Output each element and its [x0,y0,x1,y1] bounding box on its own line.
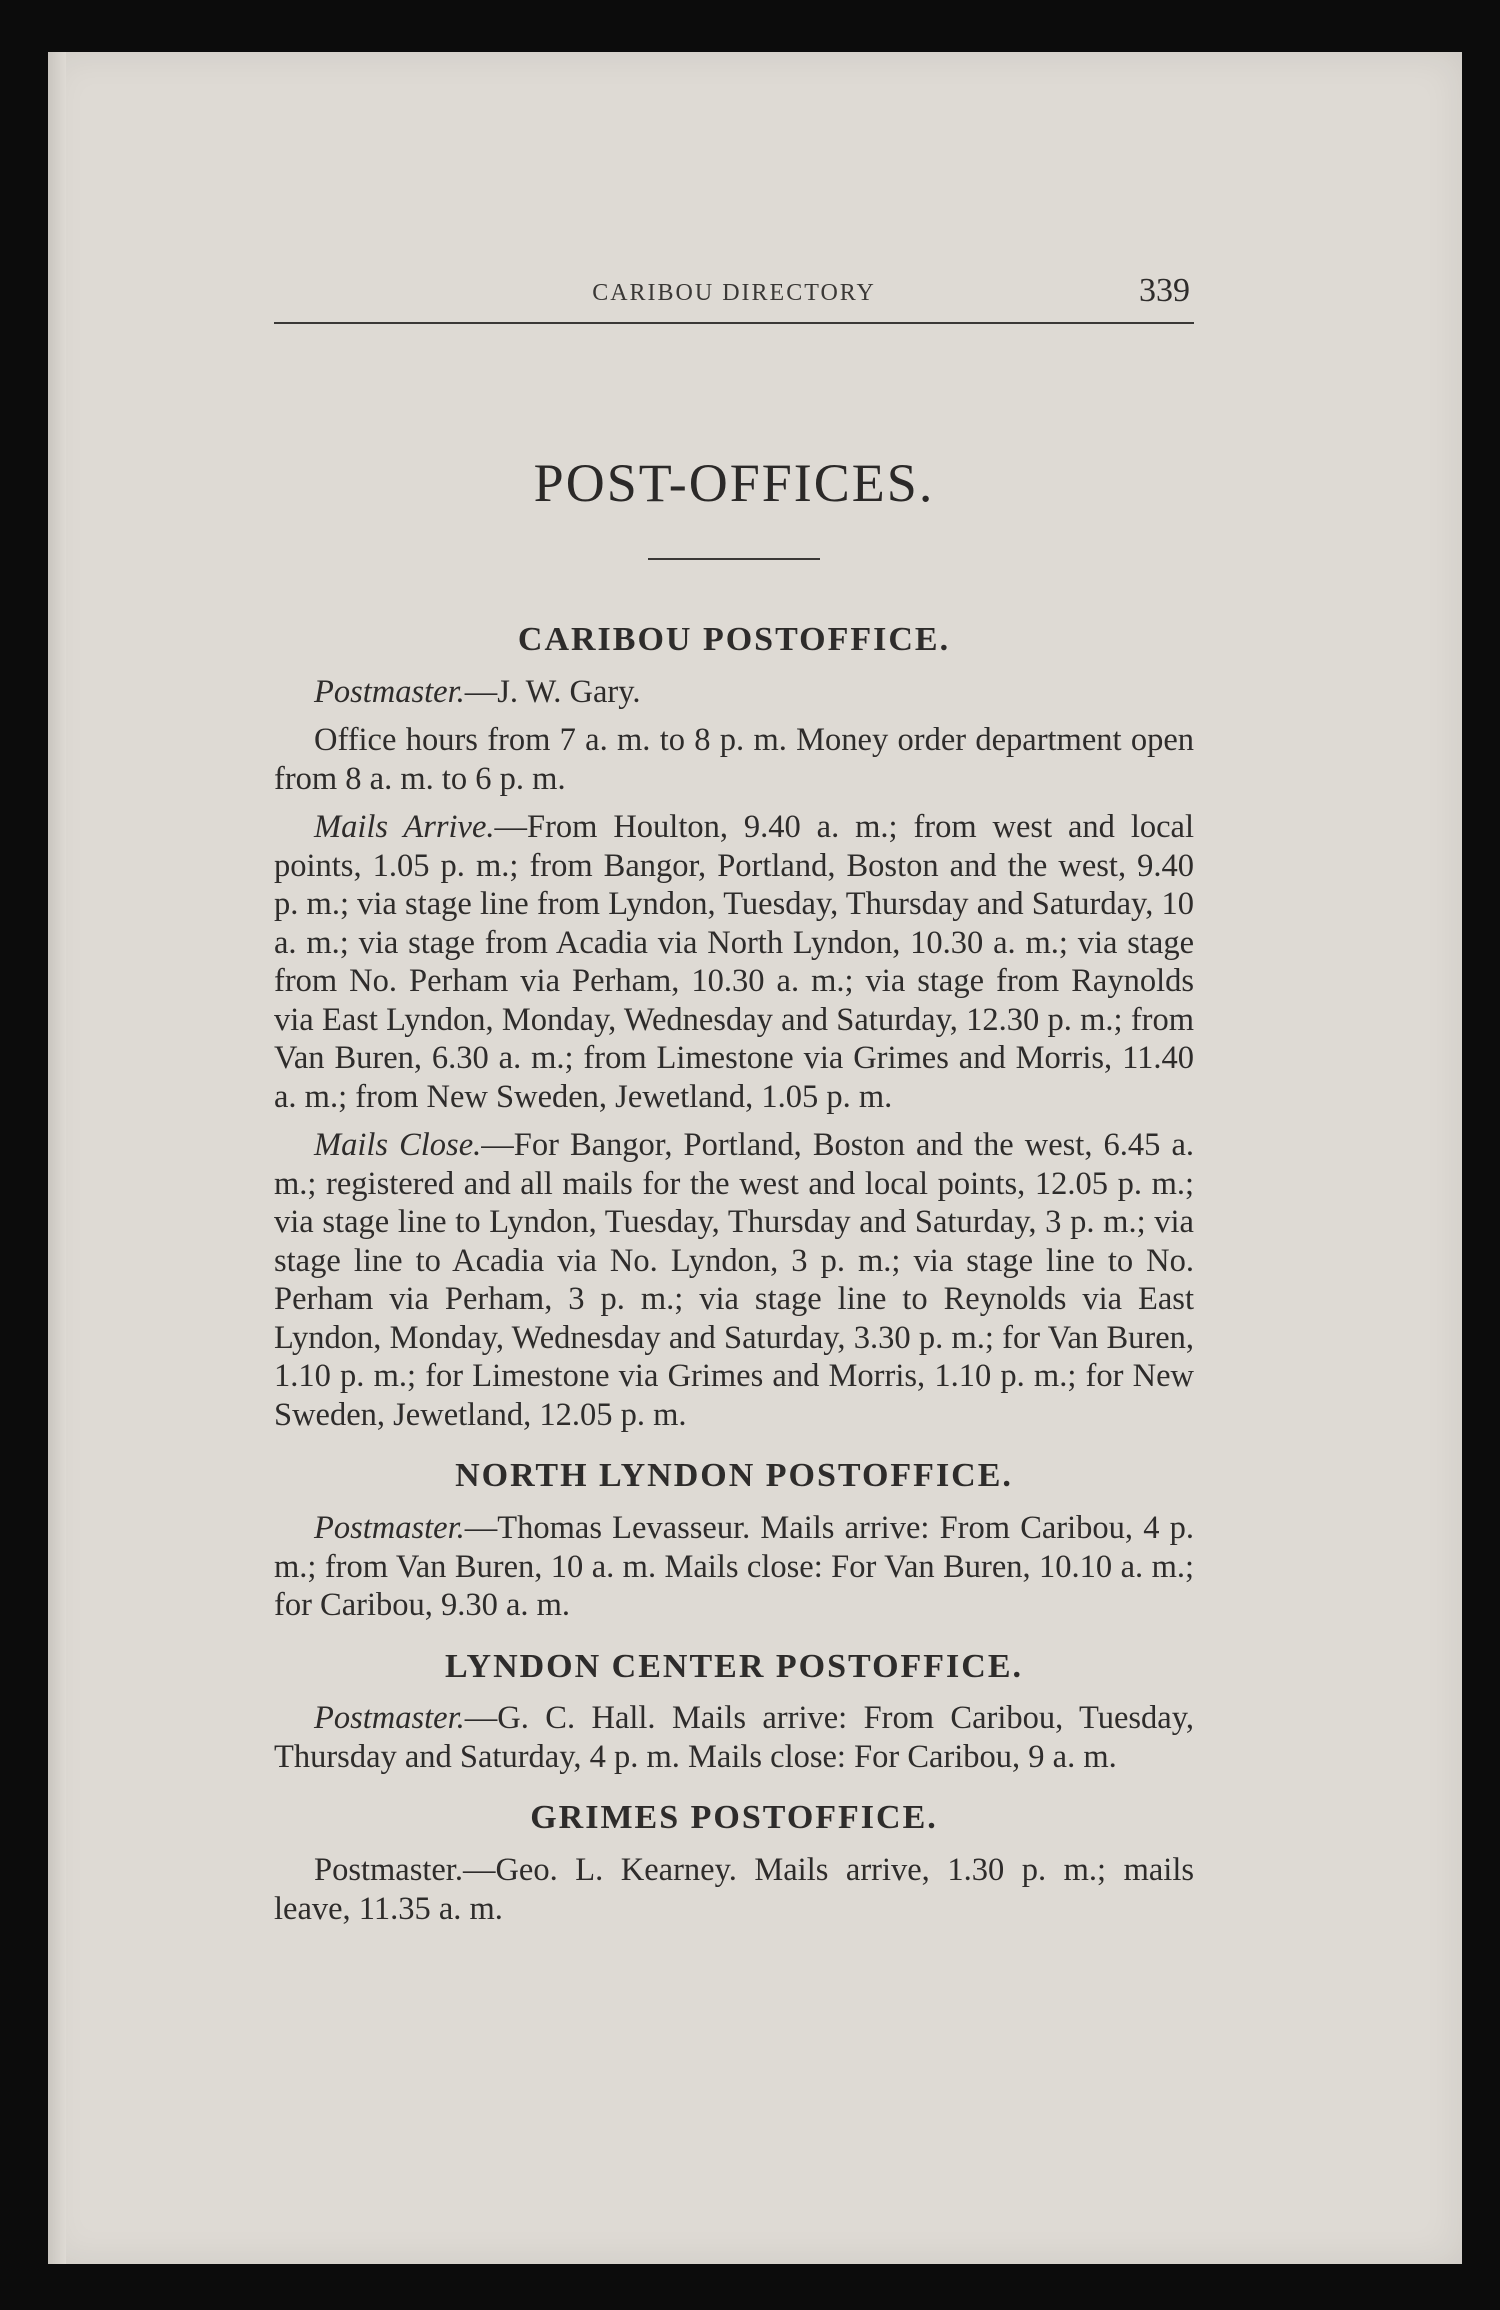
page-gutter-shadow [48,52,66,2264]
postmaster-label: Postmaster. [314,673,465,710]
running-header [274,270,1194,324]
lyndon-center-text: —G. C. Hall. Mails arrive: From Caribou, Tuesday, Thursday and Saturday, 4 p. m. Mails close: For Caribou, 9 a. m. [274,1700,1194,1775]
page-content [274,270,1194,1928]
postmaster-label: Postmaster. [314,1510,465,1547]
caribou-postmaster [274,673,1194,712]
page-title: POST-OFFICES. [533,453,935,513]
section-heading-caribou: CARIBOU POSTOFFICE. [517,621,951,658]
running-title: CARIBOU DIRECTORY [592,280,876,306]
section-heading-lyndon-center: LYNDON CENTER POSTOFFICE. [444,1647,1024,1685]
caribou-office-hours: Office hours from 7 a. m. to 8 p. m. Money order department open from 8 a. m. to 6 p. m. [274,722,1194,797]
mails-close-text: —For Bangor, Portland, Boston and the west, 6.45 a. m.; registered and all mails for the west and local points, 12.05 p. m.; via stage line to Lyndon, Tuesday, Thursday and Saturday, 3 p. m.; via stage line to Acadia via No. Lyndon, 3 p. m.; via stage line to No. Perham via Perham, 3 p. m.; via stage line to Reynolds via East Lyndon, Monday, Wednesday and Saturday, 3.30 p. m.; for Van Buren, 1.10 p. m.; for Limestone via Grimes and Morris, 1.10 p. m.; for New Sweden, Jewetland, 12.05 p. m. [274,1127,1194,1433]
section-heading-north-lyndon: NORTH LYNDON POSTOFFICE. [455,1457,1013,1495]
caribou-mails-arrive [274,808,1194,1116]
mails-arrive-label: Mails Arrive. [314,809,495,846]
north-lyndon-entry [274,1509,1194,1625]
title-divider [648,558,820,560]
page-number: 339 [1139,272,1190,309]
section-heading-grimes: GRIMES POSTOFFICE. [530,1799,938,1837]
mails-arrive-text: —From Houlton, 9.40 a. m.; from west and local points, 1.05 p. m.; from Bangor, Portland, Boston and the west, 9.40 p. m.; via stage line from Lyndon, Tuesday, Thursday and Saturday, 10 a. m.; via stage from Acadia via North Lyndon, 10.30 a. m.; via stage from No. Perham via Perham, 10.30 a. m.; via stage from Raynolds via East Lyndon, Monday, Wednesday and Saturday, 12.30 p. m.; from Van Buren, 6.30 a. m.; from Limestone via Grimes and Morris, 11.40 a. m.; from New Sweden, Jewetland, 1.05 p. m. [274,809,1194,1115]
mails-close-label: Mails Close. [314,1127,482,1164]
north-lyndon-text: —Thomas Levasseur. Mails arrive: From Caribou, 4 p. m.; from Van Buren, 10 a. m. Mails close: For Van Buren, 10.10 a. m.; for Caribou, 9.30 a. m. [274,1510,1194,1624]
postmaster-label: Postmaster. [314,1700,465,1737]
postmaster-name: —J. W. Gary. [464,673,641,710]
caribou-mails-close [274,1126,1194,1434]
lyndon-center-entry [274,1699,1194,1776]
grimes-entry: Postmaster.—Geo. L. Kearney. Mails arrive, 1.30 p. m.; mails leave, 11.35 a. m. [274,1852,1194,1927]
